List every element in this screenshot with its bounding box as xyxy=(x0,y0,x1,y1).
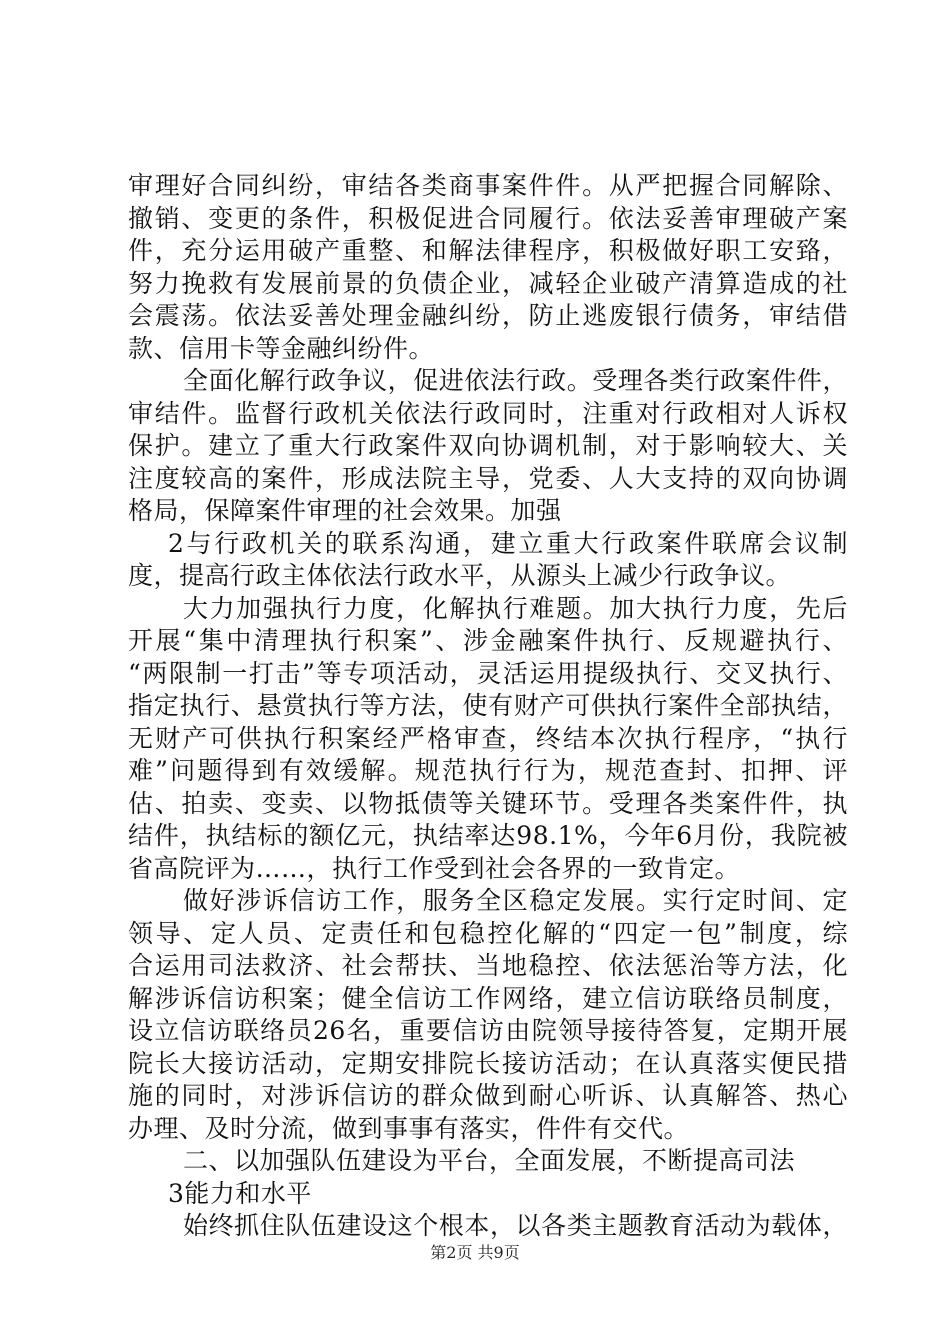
text-line: 注度较高的案件，形成法院主导，党委、人大支持的双向协调 xyxy=(128,463,848,493)
text-line: 努力挽救有发展前景的负债企业，减轻企业破产清算造成的社 xyxy=(128,268,848,298)
paragraph-start-line: 2与行政机关的联系沟通，建立重大行政案件联席会议制 xyxy=(168,528,848,558)
text-line: 度，提高行政主体依法行政水平，从源头上减少行政争议。 xyxy=(128,561,792,590)
text-line: 无财产可供执行积案经严格审查，终结本次执行程序，“执行 xyxy=(128,723,848,753)
text-line: 省高院评为……，执行工作受到社会各界的一致肯定。 xyxy=(128,853,741,883)
body-text xyxy=(128,170,848,1243)
paragraph-start-line: 做好涉诉信访工作，服务全区稳定发展。实行定时间、定 xyxy=(183,886,848,915)
text-line: 款、信用卡等金融纠纷件。 xyxy=(128,333,435,363)
section-heading-continuation: 3能力和水平 xyxy=(168,1178,312,1208)
text-line: 开展“集中清理执行积案”、涉金融案件执行、反规避执行、 xyxy=(128,626,848,655)
text-line: 估、拍卖、变卖、以物抵债等关键环节。受理各类案件件，执 xyxy=(128,788,848,818)
text-line: 解涉诉信访积案；健全信访工作网络，建立信访联络员制度， xyxy=(128,983,848,1013)
text-line: 办理、及时分流，做到事事有落实，件件有交代。 xyxy=(128,1113,690,1143)
text-line: 件，充分运用破产重整、和解法律程序，积极做好职工安臵， xyxy=(128,236,848,265)
text-line: 会震荡。依法妥善处理金融纠纷，防止逃废银行债务，审结借 xyxy=(128,301,848,330)
text-line: 合运用司法救济、社会帮扶、当地稳控、依法惩治等方法，化 xyxy=(128,951,848,980)
paragraph-start-line: 大力加强执行力度，化解执行难题。加大执行力度，先后 xyxy=(183,593,848,623)
paragraph-start-line: 全面化解行政争议，促进依法行政。受理各类行政案件件， xyxy=(183,366,848,395)
text-line: 设立信访联络员26名，重要信访由院领导接待答复，定期开展 xyxy=(128,1016,848,1045)
text-line: 难”问题得到有效缓解。规范执行行为，规范查封、扣押、评 xyxy=(128,756,848,785)
section-heading: 二、以加强队伍建设为平台，全面发展，不断提高司法 xyxy=(183,1146,796,1175)
text-line: “两限制一打击”等专项活动，灵活运用提级执行、交叉执行、 xyxy=(128,658,848,688)
text-line: 格局，保障案件审理的社会效果。加强 xyxy=(128,496,562,525)
text-line: 审理好合同纠纷，审结各类商事案件件。从严把握合同解除、 xyxy=(128,171,848,200)
text-line: 施的同时，对涉诉信访的群众做到耐心听诉、认真解答、热心 xyxy=(128,1081,848,1110)
text-line: 结件，执结标的额亿元，执结率达98.1%，今年6月份，我院被 xyxy=(128,821,848,850)
text-line: 院长大接访活动，定期安排院长接访活动；在认真落实便民措 xyxy=(128,1048,848,1078)
text-line: 指定执行、悬赏执行等方法，使有财产可供执行案件全部执结， xyxy=(128,691,848,720)
text-line: 保护。建立了重大行政案件双向协调机制，对于影响较大、关 xyxy=(128,431,848,460)
page-number-footer: 第2页 共9页 xyxy=(430,1243,520,1262)
text-line: 审结件。监督行政机关依法行政同时，注重对行政相对人诉权 xyxy=(128,398,848,428)
text-line: 撤销、变更的条件，积极促进合同履行。依法妥善审理破产案 xyxy=(128,203,848,233)
text-line: 领导、定人员、定责任和包稳控化解的“四定一包”制度，综 xyxy=(128,918,848,948)
paragraph-start-line: 始终抓住队伍建设这个根本，以各类主题教育活动为载体， xyxy=(183,1211,848,1240)
